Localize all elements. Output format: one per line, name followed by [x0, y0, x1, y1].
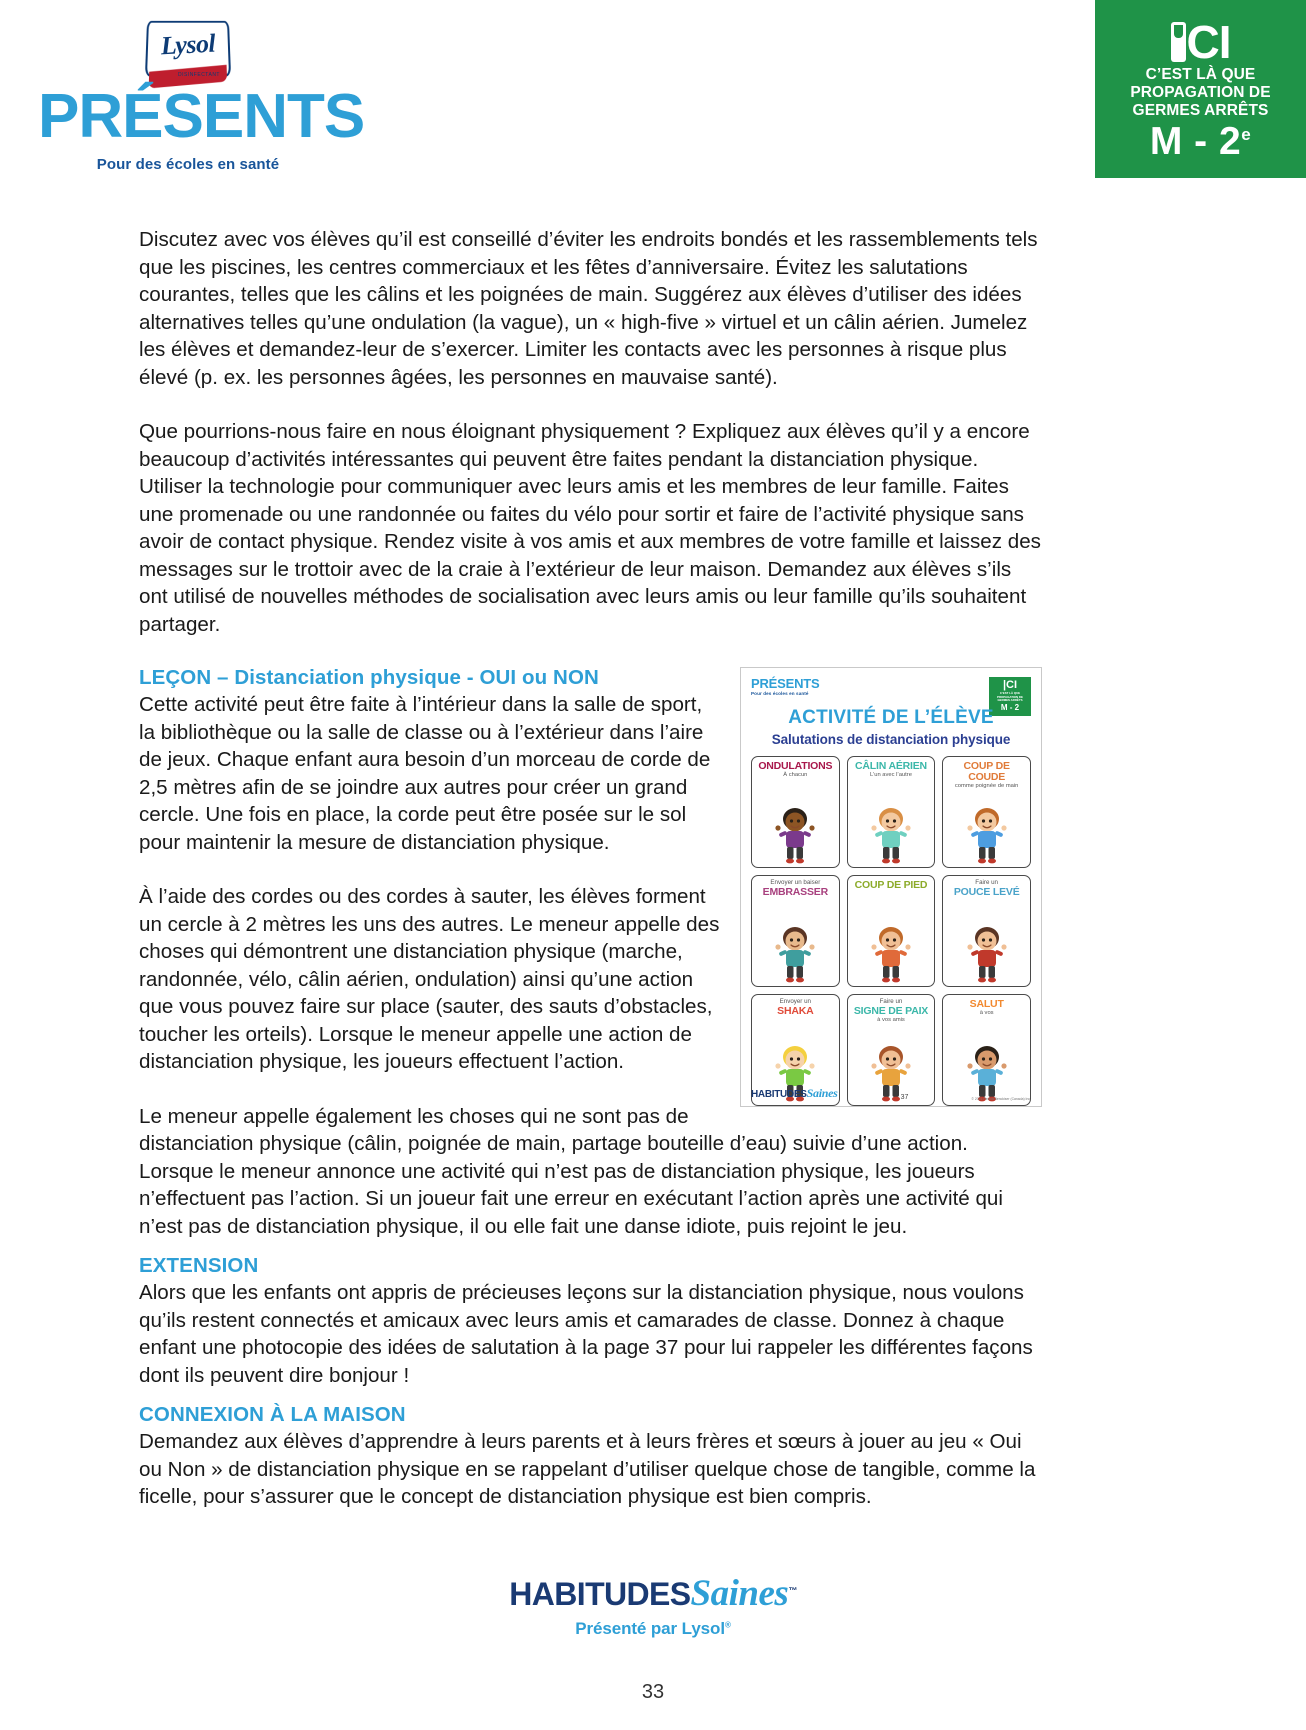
poster-card-title: EMBRASSER: [762, 885, 828, 898]
ici-badge-lines: [1107, 66, 1294, 120]
poster-logo-part-1: HABITUDES: [751, 1089, 807, 1100]
lysol-wordmark: Lysol: [160, 28, 216, 61]
poster-card-subtext: à vos amis: [877, 1016, 905, 1023]
ici-grade-text: M - 2: [1149, 119, 1242, 163]
footer-tagline-text: Présenté par Lysol: [575, 1619, 725, 1638]
poster-card: [847, 756, 936, 868]
ici-badge-line-2: PROPAGATION DE: [1130, 83, 1271, 101]
poster-subtitle: Salutations de distanciation physique: [771, 732, 1011, 747]
page-number: 33: [641, 1681, 665, 1703]
poster-footer: [751, 1086, 1031, 1101]
ici-grade-sup: e: [1241, 124, 1252, 144]
poster-brand-title: PRÉSENTS: [751, 676, 820, 691]
ici-mark: [1171, 16, 1231, 68]
poster-card-pretext: Envoyer un: [779, 998, 811, 1005]
poster-card-title: SHAKA: [777, 1004, 814, 1017]
logo-part-saines: Saines: [690, 1573, 789, 1614]
habitudes-saines-logo: [0, 1575, 1306, 1612]
poster-card-title: SIGNE DE PAIX: [853, 1004, 929, 1017]
lysol-logo: [146, 20, 230, 82]
ici-mark-letters: CI: [1186, 16, 1231, 68]
child-illustration-icon: [943, 922, 1030, 984]
poster-ici-badge: [989, 677, 1031, 716]
poster-card-pretext: Faire un: [879, 998, 903, 1005]
poster-card-title: ONDULATIONS: [758, 760, 833, 772]
poster-footer-logo-text: [751, 1086, 838, 1101]
brand-block: [38, 20, 365, 173]
poster-card: [847, 875, 936, 987]
ici-badge: [1095, 0, 1306, 178]
poster-card-pretext: Envoyer un baiser: [770, 879, 821, 886]
footer-registered-mark: ®: [724, 1620, 731, 1630]
poster-page: [740, 667, 1042, 1107]
poster-card: [751, 756, 840, 868]
poster-copyright: © 2021 Reckitt Benckiser (Canada) Inc.: [971, 1097, 1031, 1101]
lysol-subtext: DISINFECTANT: [177, 72, 220, 78]
page-footer: [0, 1575, 1306, 1704]
logo-trademark: ™: [788, 1585, 797, 1596]
page-header: [0, 0, 1306, 178]
presents-tagline: Pour des écoles en santé: [96, 156, 280, 173]
poster-card-subtext: L’un avec l’autre: [870, 772, 912, 779]
ici-badge-line-1: C’EST LÀ QUE: [1145, 66, 1256, 83]
child-illustration-icon: [752, 922, 839, 984]
paragraph-2: Que pourrions-nous faire en nous éloignant physiquement ? Expliquez aux élèves qu’il y a encore beaucoup d’activités intéressantes qui peuvent être faites pendant la distanciation physique. Utiliser la technologie pour communiquer avec leurs amis et les membres de leur famille. Faites une promenade ou une randonnée ou faites du vélo pour sortir et faire de l’activité physique sans avoir de contact physique. Rendez visite à vos amis et aux membres de votre famille et laissez des messages sur le trottoir avec de la craie à l’extérieur de leur maison. Demandez aux élèves s’ils ont utilisé de nouvelles méthodes de socialisation avec leurs amis ou leur famille qu’ils souhaitent partager.: [139, 420, 1041, 636]
ici-badge-grade: [1107, 119, 1294, 163]
poster-card-grid: [751, 756, 1031, 1106]
poster-badge-line-2: PROPAGATION DE: [997, 694, 1023, 699]
ici-badge-line-3: GERMES ARRÊTS: [1132, 101, 1269, 119]
footer-tagline: [0, 1619, 1306, 1639]
poster-footer-logo: [751, 1086, 838, 1101]
child-illustration-icon: [943, 803, 1030, 865]
poster-card-title: CÂLIN AÉRIEN: [855, 760, 927, 772]
child-illustration-icon: [848, 922, 935, 984]
paragraph-5: Le meneur appelle également les choses qui ne sont pas de distanciation physique (câlin, poignée de main, partage bouteille d’eau) suivie d’une action. Lorsque le meneur annonce une activité qui n’est pas de distanciation physique, les joueurs n’effectuent pas l’action. Si un joueur fait une erreur en exécutant l’action après une activité qui n’est pas de distanciation physique, il ou elle fait une danse idiote, puis rejoint le jeu.: [139, 1104, 1003, 1238]
poster-card-title: COUP DE PIED: [854, 879, 928, 891]
paragraph-7: Demandez aux élèves d’apprendre à leurs parents et à leurs frères et sœurs à jouer au jeu « Oui ou Non » de distanciation physique en se rappelant d’utiliser quelque chose de tangible, comme la ficelle, pour s’assurer que le concept de distanciation physique est bien compris.: [139, 1430, 1036, 1508]
poster-card-pretext: Faire un: [975, 879, 998, 886]
poster-card-title: SALUT: [969, 998, 1004, 1010]
poster-badge-grade: M - 2: [1000, 702, 1020, 712]
poster-logo-part-2: Saines: [806, 1086, 838, 1100]
poster-badge-line-3: GERMES ARRÊTS: [997, 698, 1023, 703]
student-activity-poster-thumbnail: [740, 667, 1042, 1107]
poster-brand-tagline: Pour des écoles en santé: [751, 691, 809, 696]
poster-brand: [751, 677, 819, 697]
poster-badge-mark-letters: CI: [1006, 679, 1018, 691]
poster-title: ACTIVITÉ DE L’ÉLÈVE: [788, 707, 994, 728]
poster-badge-mark: |CI: [1002, 679, 1018, 691]
poster-card-subtext: comme poignée de main: [954, 783, 1019, 790]
paragraph-4: À l’aide des cordes ou des cordes à sauter, les élèves forment un cercle à 2 mètres les uns des autres. Le meneur appelle des choses qui démontrent une distanciation physique (marche, randonnée, vélo, câlin aérien, ondulation) ainsi qu’une action que vous pouvez faire sur place (sauter, des sauts d’obstacles, toucher les orteils). Lorsque le meneur appelle une action de distanciation physique, les joueurs effectuent l’action.: [139, 885, 720, 1073]
presents-wordmark: PRÉSENTS: [38, 82, 365, 151]
paragraph-6: Alors que les enfants ont appris de précieuses leçons sur la distanciation physique, nous voulons qu’ils restent connectés et amicaux avec leurs amis et camarades de classe. Donnez à chaque enfant une photocopie des idées de salutation à la page 37 pour lui rappeler les différentes façons dont ils peuvent dire bonjour !: [139, 1281, 1033, 1387]
child-illustration-icon: [752, 803, 839, 865]
paragraph-3: Cette activité peut être faite à l’intérieur dans la salle de sport, la bibliothèque ou la salle de classe ou à l’extérieur dans l’aire de jeux. Chaque enfant aura besoin d’un morceau de corde de 2,5 mètres afin de se joindre aux autres pour créer un grand cercle. Une fois en place, la corde peut être posée sur le sol pour maintenir la mesure de distanciation physique.: [139, 693, 711, 854]
document-content: [139, 226, 1042, 1511]
lesson-heading: LEÇON – Distanciation physique - OUI ou NON: [139, 666, 599, 689]
child-illustration-icon: [848, 803, 935, 865]
poster-card-title: POUCE LEVÉ: [953, 885, 1020, 898]
poster-card-subtext: À chacun: [783, 772, 808, 779]
poster-badge-line-1: C’EST LÀ QUE: [999, 691, 1021, 695]
extension-heading: EXTENSION: [139, 1254, 259, 1277]
poster-card: [751, 875, 840, 987]
poster-badge-lines: [991, 692, 1029, 703]
paragraph-1: Discutez avec vos élèves qu’il est conseillé d’éviter les endroits bondés et les rassemblements tels que les piscines, les centres commerciaux et les fêtes d’anniversaire. Évitez les salutations courantes, telles que les câlins et les poignées de main. Suggérez aux élèves d’utiliser des idées alternatives telles qu’une ondulation (la vague), un « high-five » virtuel et un câlin aérien. Jumelez les élèves et demandez-leur de s’exercer. Limiter les contacts avec les personnes à risque plus élevé (p. ex. les personnes âgées, les personnes en mauvaise santé).: [139, 228, 1038, 389]
poster-card-title: COUP DE COUDE: [963, 760, 1010, 784]
fork-hand-icon: [1171, 22, 1186, 62]
home-connection-heading: CONNEXION À LA MAISON: [139, 1403, 406, 1426]
poster-topbar: [751, 677, 1031, 711]
logo-part-habitudes: HABITUDES: [509, 1576, 691, 1612]
poster-page-number: 37: [900, 1094, 909, 1101]
poster-card-subtext: à vos: [979, 1010, 994, 1017]
poster-card: [942, 756, 1031, 868]
poster-card: [942, 875, 1031, 987]
